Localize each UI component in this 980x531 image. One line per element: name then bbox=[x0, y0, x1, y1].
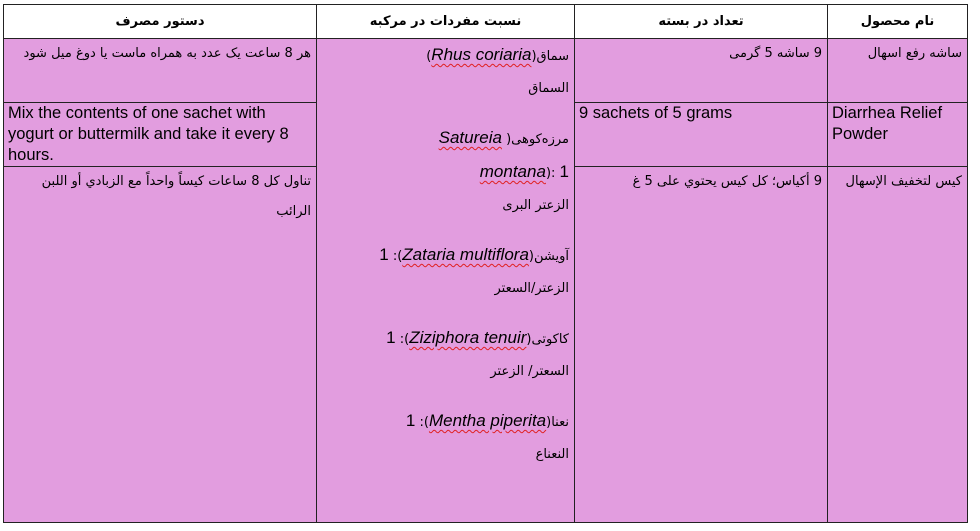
header-usage: دستور مصرف bbox=[4, 5, 317, 39]
header-row bbox=[4, 5, 968, 39]
usage-persian bbox=[4, 39, 317, 103]
ingredient-ratio: 1 bbox=[405, 411, 416, 430]
ingredient-fa: نعنا bbox=[551, 415, 569, 430]
ingredient-ar: السعتر/ الزعتر bbox=[490, 364, 569, 379]
product-english: Diarrhea Relief Powder bbox=[828, 103, 968, 167]
usage-persian-text: هر 8 ساعت یک عدد به همراه ماست یا دوغ میل شود bbox=[23, 46, 311, 61]
product-persian-text: ساشه رفع اسهال bbox=[867, 46, 962, 61]
usage-arabic-text: تناول كل 8 ساعات كيساً واحداً مع الزبادي أو اللبن الرائب bbox=[41, 174, 311, 219]
count-persian bbox=[575, 39, 828, 103]
ingredient-sci: Ziziphora tenuir bbox=[409, 328, 527, 347]
ingredient-item: نعنا(Mentha piperita): 1 النعناع bbox=[322, 405, 569, 471]
count-persian-text: 9 ساشه 5 گرمی bbox=[729, 46, 822, 61]
count-arabic bbox=[575, 167, 828, 523]
product-arabic bbox=[828, 167, 968, 523]
ingredient-ar: الزعتر/السعتر bbox=[494, 281, 569, 296]
table-row bbox=[4, 39, 968, 103]
usage-english: Mix the contents of one sachet with yogurt or buttermilk and take it every 8 hours. bbox=[4, 103, 317, 167]
ingredient-item: آویشن(Zataria multiflora): 1 الزعتر/السعتر bbox=[322, 239, 569, 305]
header-count: تعداد در بسته bbox=[575, 5, 828, 39]
ingredient-item: کاکوتی(Ziziphora tenuir): 1 السعتر/ الزعتر bbox=[322, 322, 569, 388]
header-product: نام محصول bbox=[828, 5, 968, 39]
ingredient-ratio: 1 bbox=[379, 245, 389, 264]
ingredient-fa: مرزه‌کوهی bbox=[511, 132, 569, 147]
product-table bbox=[3, 4, 968, 523]
ingredient-ratio: 1 bbox=[559, 162, 569, 181]
ingredient-sci: Mentha piperita bbox=[428, 411, 547, 430]
ingredient-ar: النعناع bbox=[535, 447, 569, 462]
ingredient-fa: سماق bbox=[536, 49, 569, 64]
product-arabic-text: كيس لتخفيف الإسهال bbox=[845, 174, 962, 189]
ingredient-ratio: 1 bbox=[386, 328, 396, 347]
ingredient-sci: Zataria multiflora bbox=[402, 245, 529, 264]
ingredient-fa: آویشن bbox=[533, 249, 569, 264]
ingredient-ar: الزعتر البرى bbox=[502, 198, 569, 213]
product-persian bbox=[828, 39, 968, 103]
ingredient-item: مرزه‌کوهی( Satureia montana): 1 الزعتر البرى bbox=[322, 122, 569, 222]
ingredient-sci: Rhus coriaria bbox=[431, 45, 532, 64]
count-arabic-text: 9 أكياس؛ كل كيس يحتوي على 5 غ bbox=[632, 174, 822, 189]
header-ingredients: نسبت مفردات در مرکبه bbox=[317, 5, 575, 39]
usage-arabic bbox=[4, 167, 317, 523]
ingredients-cell bbox=[317, 39, 575, 523]
ingredient-item: سماق(Rhus coriaria) السماق bbox=[322, 39, 569, 105]
ingredient-ar: السماق bbox=[528, 81, 569, 96]
count-english: 9 sachets of 5 grams bbox=[575, 103, 828, 167]
ingredient-fa: کاکوتی bbox=[531, 332, 569, 347]
